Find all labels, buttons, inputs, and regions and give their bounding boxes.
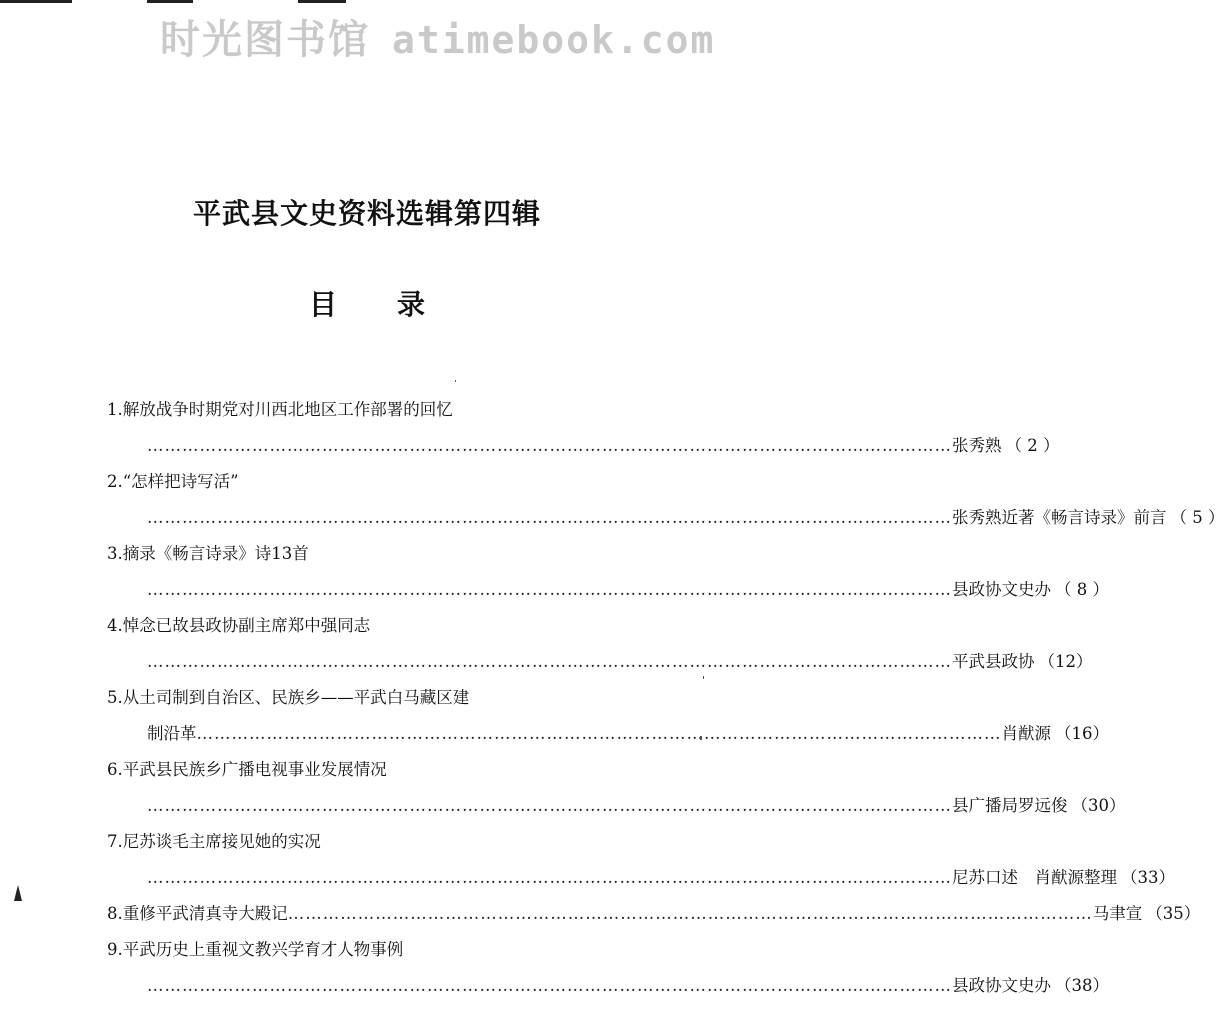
toc-entry-page: （12） xyxy=(1038,652,1093,671)
toc-entry xyxy=(107,536,1109,608)
toc-entry-author: 县广播局罗远俊 xyxy=(952,796,1068,815)
dot-leader xyxy=(288,896,1093,932)
dot-leader xyxy=(147,644,952,680)
toc-leader xyxy=(107,788,952,824)
dot-leader xyxy=(147,500,952,536)
toc-leader xyxy=(107,896,1093,932)
toc-entry-title: 4.悼念已故县政协副主席郑中强同志 xyxy=(107,616,371,635)
toc-entry-author: 张秀熟 xyxy=(952,436,1002,455)
toc-entry-title: 8.重修平武清真寺大殿记 xyxy=(107,904,288,923)
toc-entry-title: 2.“怎样把诗写活” xyxy=(107,472,239,491)
toc-entry xyxy=(107,752,1126,824)
toc-entry-page: （33） xyxy=(1121,868,1175,887)
toc-entry-author: 平武县政协 xyxy=(952,652,1035,671)
toc-entry xyxy=(107,680,1109,752)
toc-entry-title: 6.平武县民族乡广播电视事业发展情况 xyxy=(107,760,387,779)
toc-entry xyxy=(107,932,1109,1004)
toc-entry-title: 3.摘录《畅言诗录》诗13首 xyxy=(107,544,309,563)
scan-speck xyxy=(455,380,456,382)
toc-entry-title: 5.从土司制到自治区、民族乡——平武白马藏区建 xyxy=(107,688,470,707)
toc-entry xyxy=(107,392,1060,464)
toc-leader xyxy=(107,500,952,536)
toc-leader xyxy=(107,716,1002,752)
toc-entry-line xyxy=(107,716,1109,752)
toc-entry-page: （ 5 ） xyxy=(1170,508,1225,527)
dot-leader xyxy=(147,428,952,464)
toc-entry-line xyxy=(107,428,1060,464)
toc-entry-author: 县政协文史办 xyxy=(952,580,1051,599)
toc-leader xyxy=(107,572,952,608)
toc-entry-page: （35） xyxy=(1146,904,1201,923)
toc-entry-author: 尼苏口述 肖猷源整理 xyxy=(952,868,1117,887)
scan-edge-bar-right xyxy=(298,0,346,3)
scan-edge-bar-middle xyxy=(147,0,193,3)
watermark-site-name: 时光图书馆 xyxy=(160,17,370,63)
toc-entry-page: （38） xyxy=(1055,976,1109,995)
toc-leader xyxy=(107,860,952,896)
toc-entry-continuation: 制沿革 xyxy=(147,724,197,743)
toc-entry-author: 马聿宣 xyxy=(1092,904,1143,923)
toc-entry xyxy=(107,896,1201,932)
toc-heading: 目录 xyxy=(308,288,485,321)
toc-entry xyxy=(107,608,1093,680)
toc-entry-line xyxy=(107,788,1126,824)
toc-entry-line xyxy=(107,968,1109,1004)
dot-leader xyxy=(197,716,1002,752)
toc-leader xyxy=(107,428,952,464)
toc-entry-page: （30） xyxy=(1071,796,1126,815)
watermark-url: atimebook.com xyxy=(392,18,716,62)
scan-speck xyxy=(700,736,702,740)
dot-leader xyxy=(147,860,952,896)
toc-entry-author: 县政协文史办 xyxy=(952,976,1051,995)
table-of-contents xyxy=(107,392,1225,1004)
page-edge-mark xyxy=(14,885,22,901)
scan-speck xyxy=(703,676,704,679)
document-title: 平武县文史资料选辑第四辑 xyxy=(192,197,541,230)
toc-entry xyxy=(107,464,1225,536)
toc-leader xyxy=(107,644,952,680)
dot-leader xyxy=(147,572,952,608)
dot-leader xyxy=(147,968,952,1004)
toc-entry-author: 张秀熟近著《畅言诗录》前言 xyxy=(952,508,1167,527)
toc-entry-line xyxy=(107,896,1201,932)
toc-entry-line xyxy=(107,572,1109,608)
toc-entry-line xyxy=(107,644,1093,680)
toc-entry-title: 7.尼苏谈毛主席接见她的实况 xyxy=(107,832,321,851)
toc-entry-page: （16） xyxy=(1055,724,1109,743)
toc-entry-author: 肖猷源 xyxy=(1001,724,1051,743)
toc-entry-line xyxy=(107,860,1175,896)
toc-entry-line xyxy=(107,500,1225,536)
toc-leader xyxy=(107,968,952,1004)
scan-edge-bar-left xyxy=(0,0,72,3)
toc-entry-page: （ 2 ） xyxy=(1005,436,1060,455)
toc-entry-title: 1.解放战争时期党对川西北地区工作部署的回忆 xyxy=(107,400,453,419)
dot-leader xyxy=(147,788,952,824)
toc-entry-page: （ 8 ） xyxy=(1055,580,1109,599)
toc-entry-title: 9.平武历史上重视文教兴学育才人物事例 xyxy=(107,940,404,959)
toc-entry xyxy=(107,824,1175,896)
watermark xyxy=(160,8,715,65)
